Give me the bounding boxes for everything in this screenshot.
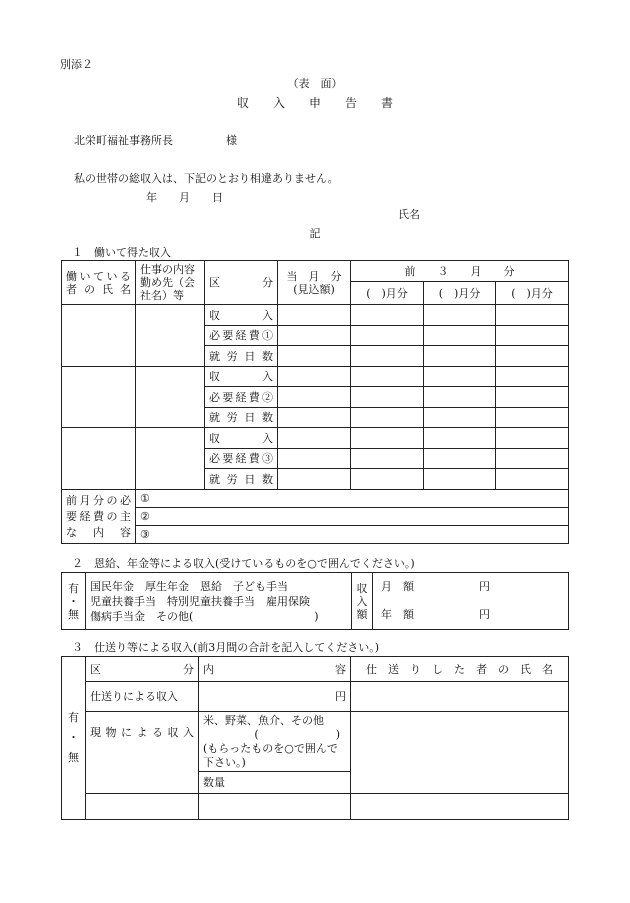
job-cell-1[interactable] <box>136 305 205 367</box>
cell[interactable] <box>278 428 351 449</box>
pension-types[interactable] <box>86 573 352 630</box>
attachment-label: 別添２ <box>60 58 93 71</box>
month-col-1[interactable]: ( )月分 <box>351 282 424 305</box>
cell[interactable] <box>496 469 569 490</box>
expense-content-row-2[interactable]: ② <box>136 508 569 526</box>
goods-content[interactable] <box>199 712 351 772</box>
cell[interactable] <box>351 326 424 346</box>
side-label: （表 面） <box>287 77 343 90</box>
pension-line-1[interactable]: 国民年金 厚生年金 恩給 子ども手当 <box>90 579 288 593</box>
person-name-cell-1[interactable] <box>62 305 136 367</box>
cell[interactable] <box>424 449 496 469</box>
section3-title: ３ 仕送り等による収入(前3月間の合計を記入してください。) <box>72 641 380 654</box>
pension-income-table <box>61 572 569 630</box>
expense-content-row-1[interactable]: ① <box>136 490 569 508</box>
cell[interactable] <box>351 408 424 428</box>
expense-label-1: 必要経費① <box>205 326 278 346</box>
cell[interactable] <box>278 346 351 367</box>
cell[interactable] <box>496 367 569 387</box>
cell[interactable] <box>496 305 569 326</box>
empty-content-cell[interactable] <box>199 794 351 820</box>
cell[interactable] <box>424 305 496 326</box>
cell[interactable] <box>424 469 496 490</box>
cell[interactable] <box>278 469 351 490</box>
cell[interactable] <box>351 387 424 408</box>
work-income-table <box>61 260 569 544</box>
person-name-header: 働いている者の氏名 <box>62 261 136 305</box>
month-col-3[interactable]: ( )月分 <box>496 282 569 305</box>
kubun-header: 区 分 <box>205 261 278 305</box>
income-label-2: 収 入 <box>205 367 278 387</box>
income-label-3: 収 入 <box>205 428 278 449</box>
declaration-text: 私の世帯の総収入は、下記のとおり相違ありません。 <box>74 172 339 185</box>
month-col-2[interactable]: ( )月分 <box>424 282 496 305</box>
sender-name-header: 仕 送 り し た 者 の 氏 名 <box>351 657 569 682</box>
addressee: 北栄町福祉事務所長 <box>74 134 173 147</box>
cell[interactable] <box>351 346 424 367</box>
days-label-2: 就 労 日 数 <box>205 408 278 428</box>
remittance-table <box>61 656 569 820</box>
cell[interactable] <box>278 408 351 428</box>
days-label-1: 就 労 日 数 <box>205 346 278 367</box>
cell[interactable] <box>351 428 424 449</box>
cell[interactable] <box>424 367 496 387</box>
cell[interactable] <box>278 449 351 469</box>
remit-sender-cell[interactable] <box>351 682 569 712</box>
remit-income-yen[interactable]: 円 <box>199 682 351 712</box>
remit-naiyou-header: 内 容 <box>199 657 351 682</box>
current-month-header: 当 月 分 (見込額) <box>278 261 351 305</box>
remit-income-label: 仕送りによる収入 <box>86 682 199 712</box>
income-label-1: 収 入 <box>205 305 278 326</box>
annual-yen: 円 <box>479 608 490 621</box>
expense-content-label: 前月分の必要経費の主な内容 <box>62 490 136 544</box>
cell[interactable] <box>278 305 351 326</box>
days-label-3: 就 労 日 数 <box>205 469 278 490</box>
cell[interactable] <box>278 367 351 387</box>
section2-title: ２ 恩給、年金等による収入(受けているものを○で囲んでください。) <box>72 557 415 570</box>
pension-line-2[interactable]: 児童扶養手当 特別児童扶養手当 雇用保険 <box>90 594 310 608</box>
prev-3-months-header: 前 ３ 月 分 <box>351 261 569 282</box>
section1-title: １ 働いて得た収入 <box>72 246 171 259</box>
cell[interactable] <box>278 387 351 408</box>
cell[interactable] <box>351 449 424 469</box>
cell[interactable] <box>496 387 569 408</box>
cell[interactable] <box>496 449 569 469</box>
empty-sender-cell[interactable] <box>351 794 569 820</box>
cell[interactable] <box>424 326 496 346</box>
cell[interactable] <box>424 408 496 428</box>
goods-sender-cell[interactable] <box>351 712 569 794</box>
cell[interactable] <box>424 428 496 449</box>
document-title: 収 入 申 告 書 <box>236 96 393 110</box>
annual-label: 年 額 <box>381 608 414 621</box>
job-header: 仕事の内容勤め先（会社名）等 <box>136 261 205 305</box>
amount-label: 収入額 <box>352 573 373 630</box>
cell[interactable] <box>424 387 496 408</box>
monthly-yen: 円 <box>479 580 490 593</box>
person-name-cell-3[interactable] <box>62 428 136 490</box>
expense-label-3: 必要経費③ <box>205 449 278 469</box>
cell[interactable] <box>278 326 351 346</box>
honorific: 様 <box>226 134 237 147</box>
cell[interactable] <box>351 367 424 387</box>
cell[interactable] <box>424 346 496 367</box>
expense-label-2: 必要経費② <box>205 387 278 408</box>
cell[interactable] <box>496 408 569 428</box>
job-cell-3[interactable] <box>136 428 205 490</box>
ki-label: 記 <box>309 227 321 240</box>
applicant-name-label: 氏名 <box>398 208 420 221</box>
pension-umu[interactable]: 有 ・ 無 <box>62 573 86 630</box>
cell[interactable] <box>496 346 569 367</box>
expense-content-row-3[interactable]: ③ <box>136 526 569 544</box>
date-field[interactable]: 年 月 日 <box>146 191 223 204</box>
goods-note: (もらったものを○で囲んで下さい。) <box>203 741 338 769</box>
empty-kubun-cell[interactable] <box>86 794 199 820</box>
quantity-label[interactable]: 数量 <box>199 772 351 794</box>
cell[interactable] <box>496 326 569 346</box>
goods-income-label: 現 物 に よ る 収 入 <box>86 712 199 794</box>
cell[interactable] <box>496 428 569 449</box>
remit-kubun-header: 区 分 <box>86 657 199 682</box>
pension-line-3[interactable]: 傷病手当金 その他( ) <box>90 609 319 623</box>
goods-items[interactable]: 米、野菜、魚介、その他 <box>203 713 324 727</box>
cell[interactable] <box>351 469 424 490</box>
person-name-cell-2[interactable] <box>62 367 136 428</box>
job-cell-2[interactable] <box>136 367 205 428</box>
monthly-label: 月 額 <box>381 580 414 593</box>
goods-other-paren[interactable]: ( ) <box>254 727 340 741</box>
amount-fields[interactable] <box>373 573 569 630</box>
remit-umu[interactable]: 有 ・ 無 <box>62 657 86 820</box>
cell[interactable] <box>351 305 424 326</box>
